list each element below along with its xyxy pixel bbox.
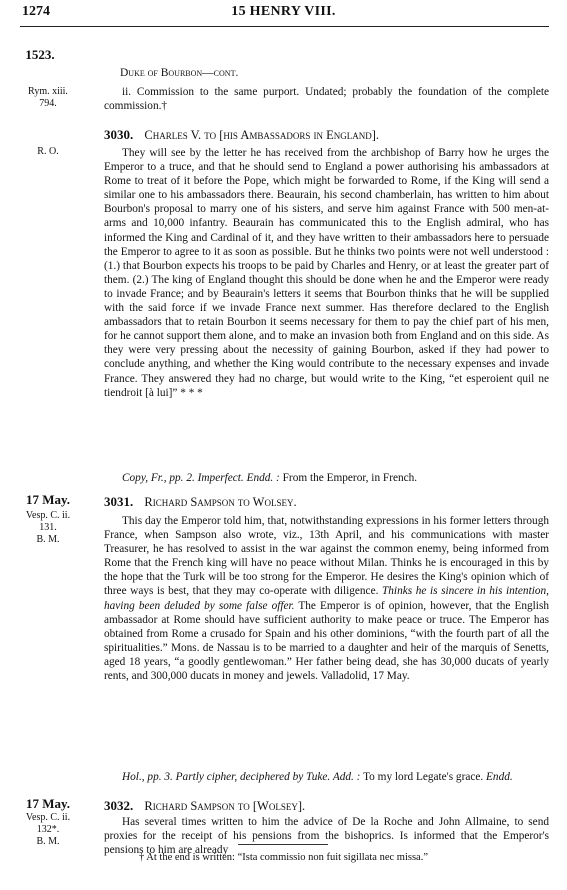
entry-3031-heading — [104, 494, 549, 510]
footnote: † At the end is written: “Ista commissio non fuit sigillata nec missa.” — [139, 852, 428, 863]
entry-heading-text: Charles V. to [his Ambassadors in England]. — [144, 128, 380, 142]
page-number: 1274 — [22, 4, 50, 19]
note-italic: Copy, Fr., pp. 2. Imperfect. Endd. : — [122, 472, 280, 484]
note-italic: Hol., pp. 3. Partly cipher, deciphered by Tuke. Add. : — [122, 771, 361, 783]
entry-heading-text: Richard Sampson to [Wolsey]. — [144, 799, 306, 813]
continued-title-text: Duke of Bourbon—cont. — [120, 67, 239, 79]
margin-ref-line: 794. — [39, 98, 57, 109]
entry-heading-text: Richard Sampson to Wolsey. — [144, 495, 297, 509]
header-rule — [20, 26, 549, 27]
entry-3031-note — [104, 770, 549, 784]
margin-ref-3031 — [8, 510, 88, 546]
margin-ref-line: 132*. — [36, 824, 60, 835]
paragraph-part: This day the Emperor told him, that, notwithstanding expressions in his former letters through France, when Sampson also wrote, viz., 13th April, and his communications with master Treasurer, he has resolved to assist in the war against the common enemy, being informed from Rome that the French king will have no peace without Milan. Thinks he is encouraged in this by the hope that the Turk will be too strong for the Emperor. He desires the King's opinion which of three ways is best, that they may co-operate with diligence. — [104, 515, 549, 598]
margin-ref-3032 — [8, 812, 88, 848]
entry-prev-paragraph: ii. Commission to the same purport. Undated; probably the foundation of the complete commission.† — [104, 86, 549, 113]
note-plain: From the Emperor, in French. — [279, 472, 418, 484]
paragraph-part: The Emperor is of opinion, however, that the English ambassador at Rome should have sufficient authority to make peace or truce. The Emperor has obtained from Rome a crusado for Spain and his other dominions, “with the fourth part of all the spiritualities.” Mons. de Nassau is to be married to a daughter and heir of the marquis of Senetts, aged 18 years, “a goodly gentlewoman.” Her father being dead, she has 30,000 ducats of yearly rents, and 300,000 ducats in money and jewels. Valladolid, 17 May. — [104, 599, 549, 683]
margin-ref-line: B. M. — [36, 836, 60, 847]
entry-3032-paragraph: Has several times written to him the advice of De la Roche and John Allmaine, to send proxies for the receipt of his pensions from the bishoprics. Is informed that the Emperor's pensions to him are already — [104, 816, 549, 857]
note-plain: To my lord Legate's grace. — [360, 771, 487, 783]
note-end: Endd. — [486, 771, 513, 783]
entry-3031-date: 17 May. — [25, 492, 71, 507]
margin-ref-3030 — [8, 146, 88, 158]
entry-3030-heading — [104, 127, 549, 143]
year-label: 1523. — [25, 47, 55, 62]
entry-number: 3032. — [104, 798, 134, 813]
running-title: 15 HENRY VIII. — [231, 4, 336, 19]
margin-ref-line: Rym. xiii. — [28, 86, 68, 97]
margin-ref-prev — [8, 86, 88, 110]
entry-3030-note — [104, 471, 549, 485]
entry-continued-title — [120, 67, 238, 79]
margin-ref-line: B. M. — [36, 534, 60, 545]
entry-3031-paragraph — [104, 514, 549, 683]
footnote-rule — [238, 844, 328, 845]
margin-ref-line: Vesp. C. ii. — [25, 812, 71, 823]
entry-number: 3031. — [104, 494, 134, 509]
entry-number: 3030. — [104, 127, 134, 142]
margin-ref-line: R. O. — [37, 146, 59, 157]
entry-3032-date: 17 May. — [25, 796, 71, 811]
margin-ref-line: 131. — [39, 522, 57, 533]
paragraph-italic: Thinks he is sincere in his intention, having been deluded by some false offer. — [104, 585, 549, 612]
margin-ref-line: Vesp. C. ii. — [25, 510, 71, 521]
entry-3030-paragraph: They will see by the letter he has received from the archbishop of Barry how he urges the Emperor to a truce, and that he should send to England a power authorising his ambassadors at Rome to treat of it before the Pope, which might be forwarded to Rome, if the King will send a similar one to his ambassadors there. Beaurain, his second chamberlain, has written to him about Bourbon's proposal to marry one of his sisters, and serve him against France with 500 men-at-arms and 10,000 infantry. Beaurain has communicated this to the English admiral, who has informed the King and Cardinal of it, and they have written to their ambassadors here to persuade the Emperor to agree to it as soon as possible. But he thinks two points were not well understood : (1.) that Bourbon expects his troops to be paid by Charles and Henry, or at least the greater part of them. (2.) The king of England thought this should be done when he and the Emperor were ready to invade France; and by Beaurain's letters it seems that Bourbon thinks that he will be supplied with the said force if we invade France next summer. Has therefore declared to the English ambassadors that to retain Bourbon it seems necessary for them to pay the chief part of his men, for he cannot support them alone, and to make an invasion both from England and on this side. As they were very pressing about the necessity of gaining Bourbon, asked if they had power to conclude anything, and whether the King would contribute to the necessary expenses and invade France. They answered they had no charge, but would write to the King, “et esperoient quil ne tiendroit [à lui]” * * * — [104, 147, 549, 399]
entry-3032-heading — [104, 798, 549, 814]
